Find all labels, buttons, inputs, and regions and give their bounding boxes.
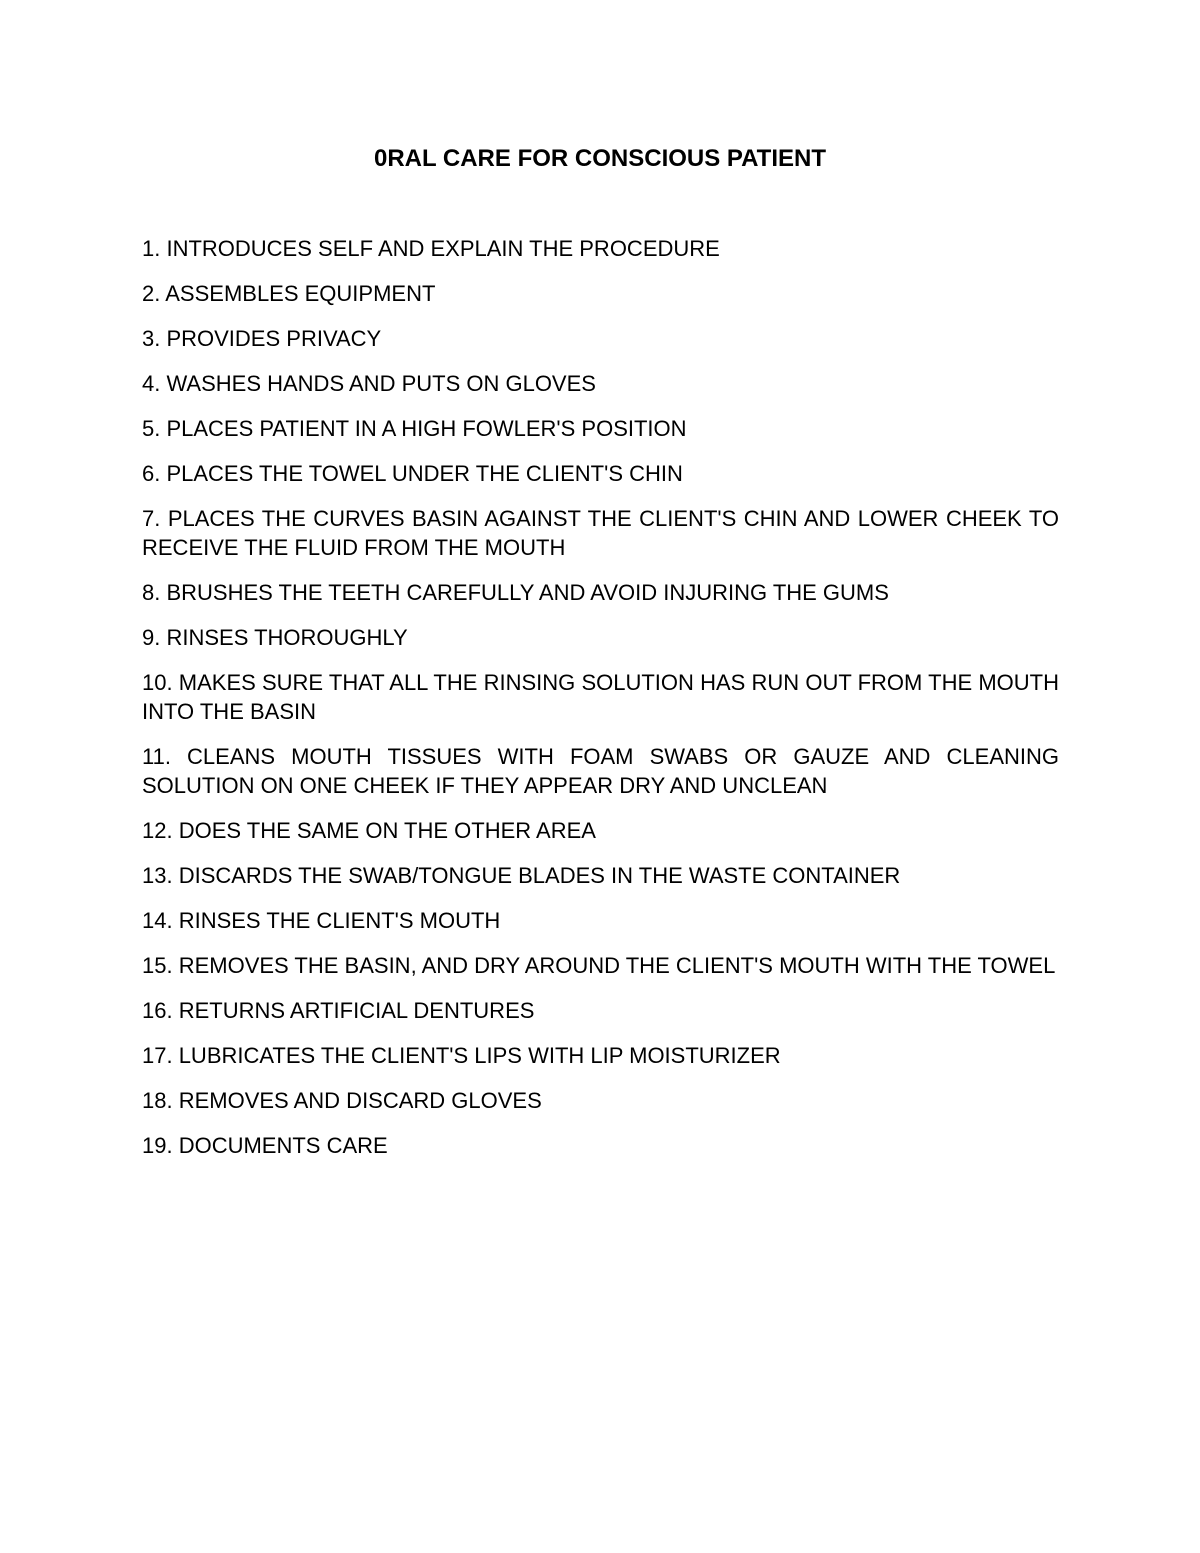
procedure-step-17: 17. LUBRICATES THE CLIENT'S LIPS WITH LIP MOISTURIZER <box>142 1043 781 1068</box>
procedure-step-7: 7. PLACES THE CURVES BASIN AGAINST THE CLIENT'S CHIN AND LOWER CHEEK TO RECEIVE THE FLUID FROM THE MOUTH <box>142 506 1059 560</box>
procedure-step-16: 16. RETURNS ARTIFICIAL DENTURES <box>142 998 535 1023</box>
procedure-step-1: 1. INTRODUCES SELF AND EXPLAIN THE PROCEDURE <box>142 236 720 261</box>
procedure-step-15: 15. REMOVES THE BASIN, AND DRY AROUND THE CLIENT'S MOUTH WITH THE TOWEL <box>142 953 1056 978</box>
procedure-step-18: 18. REMOVES AND DISCARD GLOVES <box>142 1088 542 1113</box>
procedure-step-3: 3. PROVIDES PRIVACY <box>142 326 382 351</box>
procedure-step-19: 19. DOCUMENTS CARE <box>142 1133 388 1158</box>
procedure-step-8: 8. BRUSHES THE TEETH CAREFULLY AND AVOID INJURING THE GUMS <box>142 580 889 605</box>
procedure-step-5: 5. PLACES PATIENT IN A HIGH FOWLER'S POSITION <box>142 416 687 441</box>
procedure-step-6: 6. PLACES THE TOWEL UNDER THE CLIENT'S CHIN <box>142 461 683 486</box>
procedure-step-4: 4. WASHES HANDS AND PUTS ON GLOVES <box>142 371 596 396</box>
procedure-step-11: 11. CLEANS MOUTH TISSUES WITH FOAM SWABS OR GAUZE AND CLEANING SOLUTION ON ONE CHEEK IF THEY APPEAR DRY AND UNCLEAN <box>142 744 1059 798</box>
procedure-step-2: 2. ASSEMBLES EQUIPMENT <box>142 281 436 306</box>
procedure-step-10: 10. MAKES SURE THAT ALL THE RINSING SOLUTION HAS RUN OUT FROM THE MOUTH INTO THE BASIN <box>142 670 1059 724</box>
procedure-step-14: 14. RINSES THE CLIENT'S MOUTH <box>142 908 501 933</box>
procedure-step-9: 9. RINSES THOROUGHLY <box>142 625 408 650</box>
procedure-step-12: 12. DOES THE SAME ON THE OTHER AREA <box>142 818 596 843</box>
procedure-step-13: 13. DISCARDS THE SWAB/TONGUE BLADES IN THE WASTE CONTAINER <box>142 863 901 888</box>
document-title: 0RAL CARE FOR CONSCIOUS PATIENT <box>373 145 827 172</box>
procedure-steps-list <box>142 234 1059 1176</box>
